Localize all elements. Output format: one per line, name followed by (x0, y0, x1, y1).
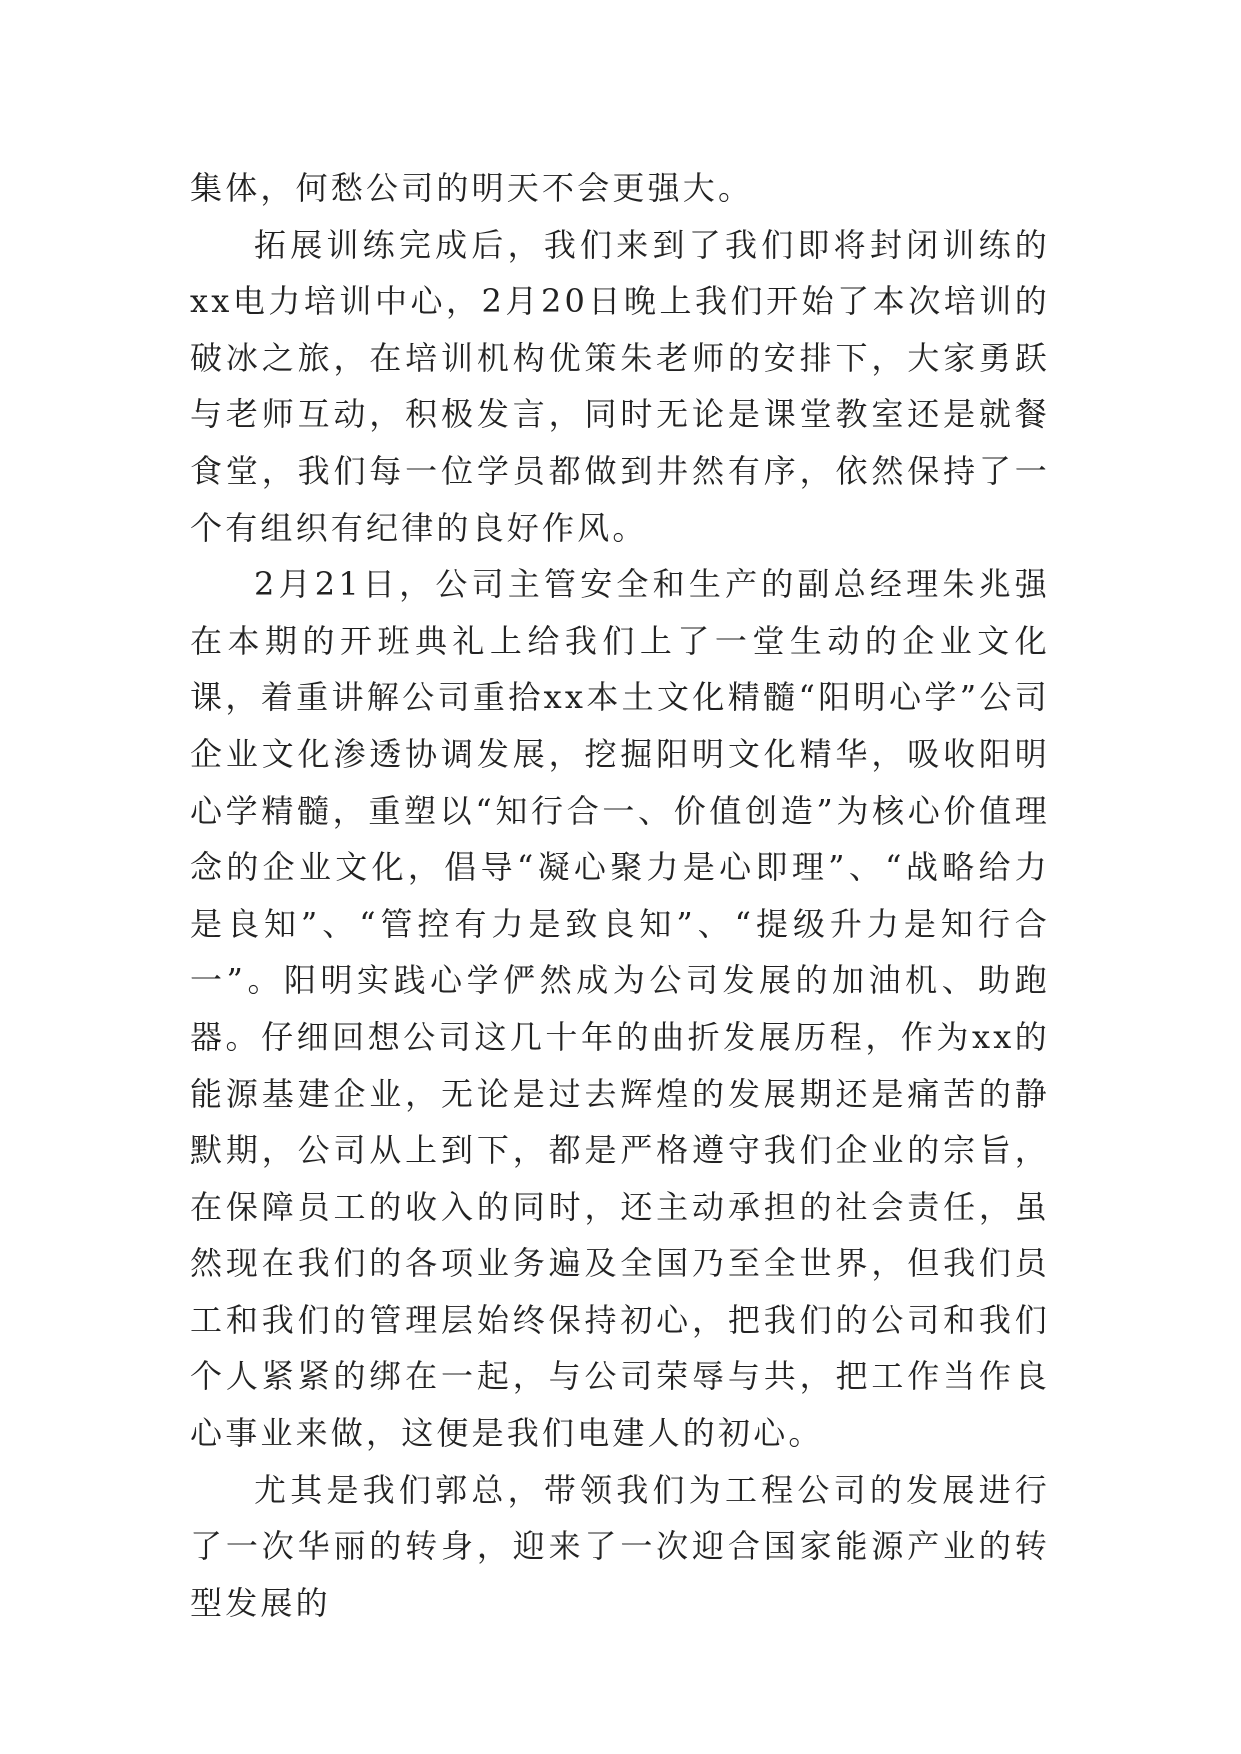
body-text (190, 160, 1050, 1631)
paragraph-continuation: 集体，何愁公司的明天不会更强大。 (190, 169, 754, 207)
paragraph-training-center: 拓展训练完成后，我们来到了我们即将封闭训练的xx电力培训中心，2月20日晚上我们开始了本次培训的破冰之旅，在培训机构优策朱老师的安排下，大家勇跃与老师互动，积极发言，同时无论是课堂教室还是就餐食堂，我们每一位学员都做到井然有序，依然保持了一个有组织有纪律的良好作风。 (190, 225, 1050, 547)
paragraph-transformation: 尤其是我们郭总，带领我们为工程公司的发展进行了一次华丽的转身，迎来了一次迎合国家能源产业的转型发展的 (190, 1470, 1050, 1622)
paragraph-corporate-culture: 2月21日，公司主管安全和生产的副总经理朱兆强在本期的开班典礼上给我们上了一堂生动的企业文化课，着重讲解公司重拾xx本土文化精髓“阳明心学”公司企业文化渗透协调发展，挖掘阳明文化精华，吸收阳明心学精髓，重塑以“知行合一、价值创造”为核心价值理念的企业文化，倡导“凝心聚力是心即理”、“战略给力是良知”、“管控有力是致良知”、“提级升力是知行合一”。阳明实践心学俨然成为公司发展的加油机、助跑器。仔细回想公司这几十年的曲折发展历程，作为xx的能源基建企业，无论是过去辉煌的发展期还是痛苦的静默期，公司从上到下，都是严格遵守我们企业的宗旨，在保障员工的收入的同时，还主动承担的社会责任，虽然现在我们的各项业务遍及全国乃至全世界，但我们员工和我们的管理层始终保持初心，把我们的公司和我们个人紧紧的绑在一起，与公司荣辱与共，把工作当作良心事业来做，这便是我们电建人的初心。 (190, 565, 1050, 1453)
